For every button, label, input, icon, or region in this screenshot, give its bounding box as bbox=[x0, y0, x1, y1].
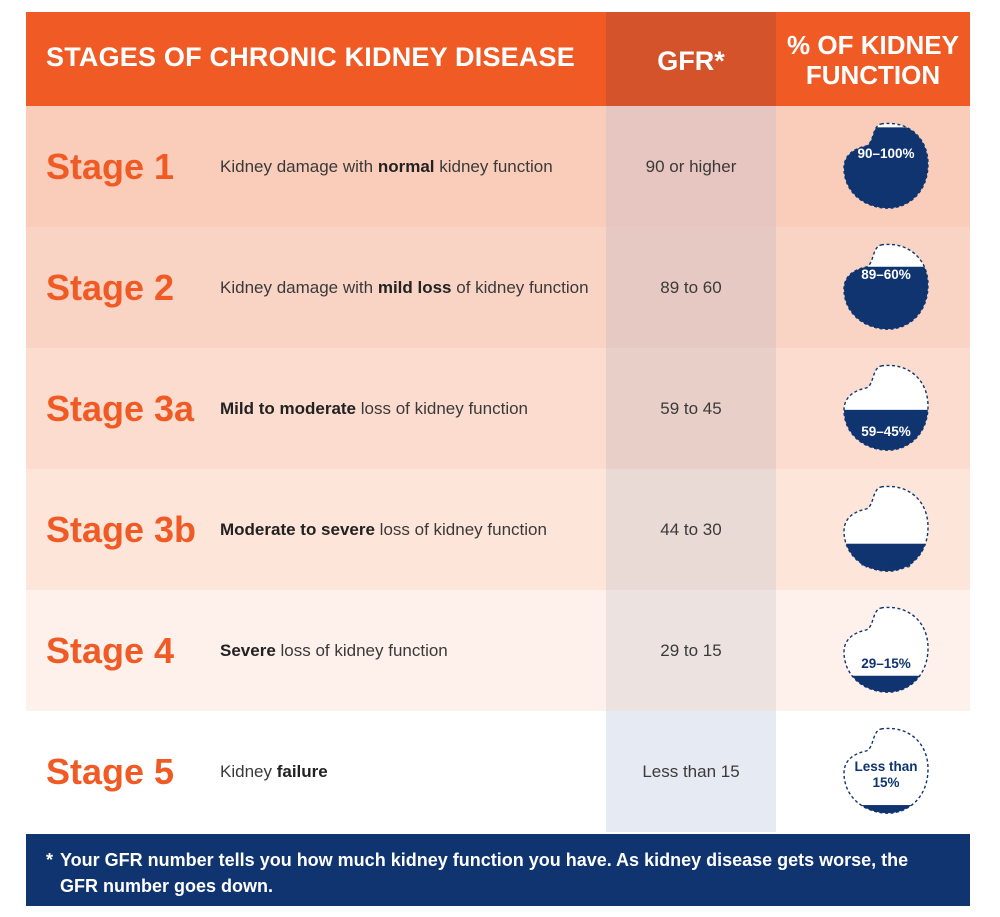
stage-label: Stage 2 bbox=[46, 266, 175, 308]
header-gfr: GFR* bbox=[657, 46, 725, 76]
description-prefix: Kidney damage with bbox=[220, 157, 378, 176]
stage-description bbox=[220, 227, 600, 348]
table-row bbox=[26, 711, 970, 832]
description-prefix: Kidney bbox=[220, 762, 277, 781]
kidney-function-label-line2: 15% bbox=[872, 775, 900, 790]
description-emphasis: Moderate to severe bbox=[220, 520, 375, 539]
footnote bbox=[26, 834, 970, 906]
kidney-function-label: 59–45% bbox=[861, 423, 911, 439]
stage-description-text bbox=[220, 394, 528, 423]
stage-description bbox=[220, 348, 600, 469]
kidney-function-badge bbox=[836, 479, 936, 579]
description-emphasis: Mild to moderate bbox=[220, 399, 357, 418]
description-emphasis: Severe bbox=[220, 641, 276, 660]
kidney-function-fill bbox=[836, 676, 936, 700]
kidney-function-badge bbox=[836, 721, 936, 821]
description-emphasis: mild loss bbox=[377, 278, 452, 297]
ckd-stages-table bbox=[26, 12, 970, 832]
kidney-function-badge bbox=[836, 237, 936, 337]
description-suffix: loss of kidney function bbox=[374, 520, 547, 539]
gfr-value: 89 to 60 bbox=[660, 277, 722, 297]
table-row bbox=[26, 348, 970, 469]
header-title: STAGES OF CHRONIC KIDNEY DISEASE bbox=[46, 42, 575, 72]
table-row bbox=[26, 469, 970, 590]
stage-label: Stage 5 bbox=[46, 750, 175, 792]
header-kidney-function bbox=[776, 30, 970, 90]
header-kidney-function-line2: FUNCTION bbox=[805, 60, 941, 90]
gfr-value: 29 to 15 bbox=[660, 640, 722, 660]
header-kidney-function-line1: % OF KIDNEY bbox=[787, 30, 959, 60]
stage-label: Stage 3b bbox=[46, 508, 197, 550]
stage-label: Stage 3a bbox=[46, 387, 195, 429]
description-suffix: of kidney function bbox=[451, 278, 589, 297]
table-row bbox=[26, 106, 970, 227]
gfr-value: 59 to 45 bbox=[660, 398, 722, 418]
kidney-function-label: Less than bbox=[854, 759, 918, 774]
description-prefix: Kidney damage with bbox=[220, 278, 378, 297]
stage-label: Stage 1 bbox=[46, 145, 175, 187]
stage-description bbox=[220, 106, 600, 227]
table-row bbox=[26, 227, 970, 348]
stage-description-text bbox=[220, 515, 547, 544]
table-body bbox=[26, 106, 970, 832]
stage-label: Stage 4 bbox=[46, 629, 175, 671]
kidney-function-label: 90–100% bbox=[857, 146, 915, 161]
kidney-function-badge bbox=[836, 116, 936, 216]
footnote-text: Your GFR number tells you how much kidney function you have. As kidney disease gets worse, the GFR number goes down. bbox=[60, 850, 909, 896]
stage-description bbox=[220, 590, 600, 711]
stage-description-text bbox=[220, 273, 589, 302]
kidney-function-label: 29–15% bbox=[861, 655, 911, 671]
footnote-asterisk: * bbox=[46, 850, 54, 870]
description-suffix: loss of kidney function bbox=[275, 641, 448, 660]
table-row bbox=[26, 590, 970, 711]
stage-description-text bbox=[220, 152, 553, 181]
stage-description-text bbox=[220, 636, 448, 665]
table-header bbox=[26, 12, 970, 106]
stage-description-text bbox=[220, 757, 328, 786]
gfr-value: Less than 15 bbox=[642, 761, 740, 781]
description-emphasis: normal bbox=[377, 157, 435, 176]
stage-description bbox=[220, 711, 600, 832]
description-emphasis: failure bbox=[276, 762, 328, 781]
description-suffix: kidney function bbox=[434, 157, 553, 176]
description-suffix: loss of kidney function bbox=[356, 399, 528, 418]
kidney-function-label: 89–60% bbox=[861, 267, 911, 282]
kidney-function-label: 44–30% bbox=[861, 555, 911, 571]
kidney-function-badge bbox=[836, 358, 936, 458]
gfr-value: 44 to 30 bbox=[660, 519, 722, 539]
kidney-function-badge bbox=[836, 600, 936, 700]
stage-description bbox=[220, 469, 600, 590]
gfr-value: 90 or higher bbox=[645, 156, 737, 176]
